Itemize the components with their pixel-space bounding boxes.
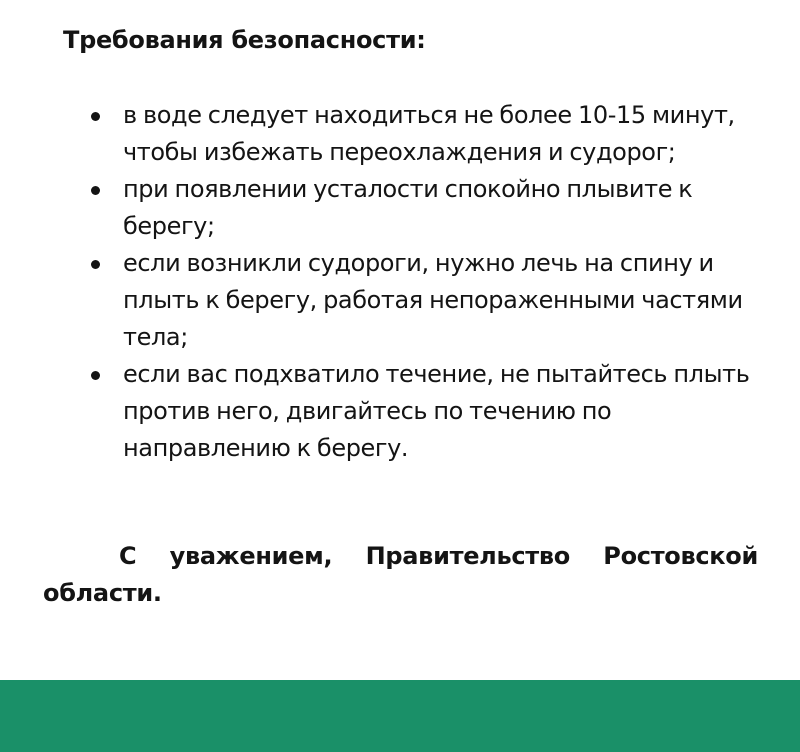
bullet-icon (91, 186, 100, 195)
list-item-text: при появлении усталости спокойно плывите к берегу; (123, 175, 693, 240)
list-item-text: если возникли судороги, нужно лечь на спину и плыть к берегу, работая непораженными частями тела; (123, 249, 743, 351)
list-item-text: если вас подхватило течение, не пытайтесь плыть против него, двигайтесь по течению по направлению к берегу. (123, 360, 750, 462)
bullet-icon (91, 260, 100, 269)
section-heading: Требования безопасности: (63, 26, 426, 54)
list-item (0, 356, 760, 467)
list-item-text: в воде следует находиться не более 10-15 минут, чтобы избежать переохлаждения и судорог; (123, 101, 735, 166)
bullet-icon (91, 112, 100, 121)
footer-band (0, 680, 800, 752)
bullet-icon (91, 371, 100, 380)
list-item (0, 245, 760, 356)
list-item (0, 171, 760, 245)
signature: С уважением, Правительство Ростовской области. (43, 542, 758, 607)
list-item (0, 97, 760, 171)
safety-rules-list (0, 97, 760, 467)
